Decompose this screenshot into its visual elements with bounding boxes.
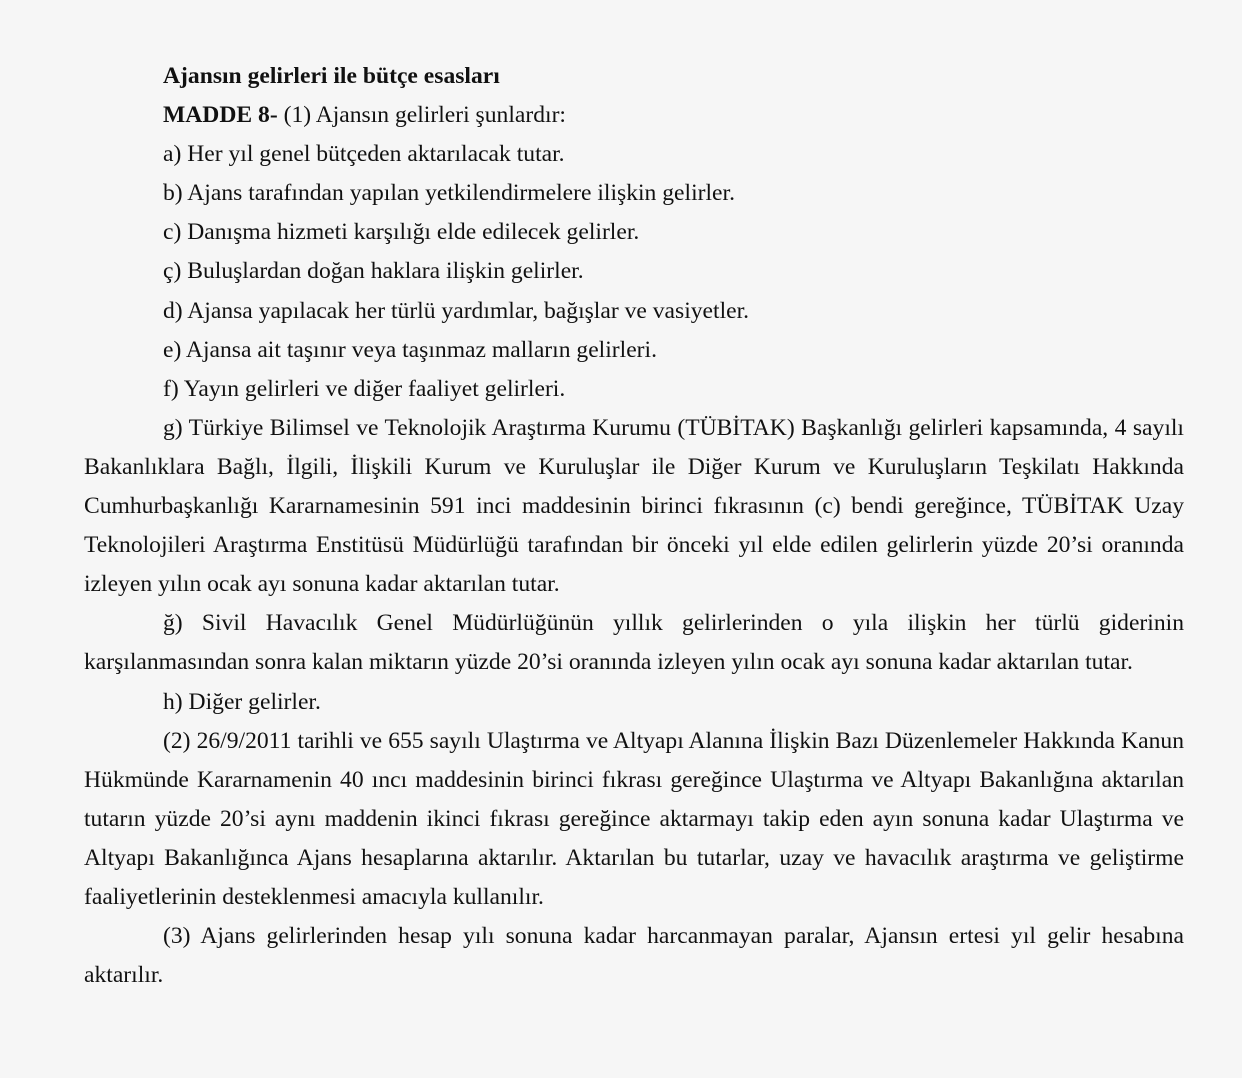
list-item: ğ) Sivil Havacılık Genel Müdürlüğünün yıllık gelirlerinden o yıla ilişkin her türlü giderinin karşılanmasından sonra kalan miktarın yüzde 20’si oranında izleyen yılın ocak ayı sonuna kadar aktarılan tutar. [84,610,1184,676]
section-heading: Ajansın gelirleri ile bütçe esasları [163,63,500,89]
list-item: ç) Buluşlardan doğan haklara ilişkin gelirler. [163,258,584,285]
list-item: d) Ajansa yapılacak her türlü yardımlar, bağışlar ve vasiyetler. [163,297,750,324]
article-intro [84,96,1184,135]
list-item: g) Türkiye Bilimsel ve Teknolojik Araştırma Kurumu (TÜBİTAK) Başkanlığı gelirleri kapsamında, 4 sayılı Bakanlıklara Bağlı, İlgili, İlişkili Kurum ve Kuruluşlar ile Diğer Kurum ve Kuruluşların Teşkilatı Hakkında Cumhurbaşkanlığı Kararnamesinin 591 inci maddesinin birinci fıkrasının (c) bendi gereğince, TÜBİTAK Uzay Teknolojileri Araştırma Enstitüsü Müdürlüğü tarafından bir önceki yıl elde edilen gelirlerin yüzde 20’si oranında izleyen yılın ocak ayı sonuna kadar aktarılan tutar. [84,414,1184,598]
list-item: c) Danışma hizmeti karşılığı elde edilecek gelirler. [163,219,640,246]
article-intro-text: (1) Ajansın gelirleri şunlardır: [277,102,566,129]
list-item: a) Her yıl genel bütçeden aktarılacak tutar. [163,141,565,168]
list-item: f) Yayın gelirleri ve diğer faaliyet gelirleri. [163,375,566,402]
legal-document [84,57,1184,995]
paragraph: (2) 26/9/2011 tarihli ve 655 sayılı Ulaştırma ve Altyapı Alanına İlişkin Bazı Düzenlemeler Hakkında Kanun Hükmünde Kararnamenin 40 ıncı maddesinin birinci fıkrası gereğince Ulaştırma ve Altyapı Bakanlığına aktarılan tutarın yüzde 20’si aynı maddenin ikinci fıkrası gereğince aktarmayı takip eden ayın sonuna kadar Ulaştırma ve Altyapı Bakanlığınca Ajans hesaplarına aktarılır. Aktarılan bu tutarlar, uzay ve havacılık araştırma ve geliştirme faaliyetlerinin desteklenmesi amacıyla kullanılır. [84,727,1184,910]
article-label: MADDE 8- [163,102,278,129]
list-item: b) Ajans tarafından yapılan yetkilendirmelere ilişkin gelirler. [163,180,735,207]
paragraph: (3) Ajans gelirlerinden hesap yılı sonuna kadar harcanmayan paralar, Ajansın ertesi yıl gelir hesabına aktarılır. [84,923,1184,989]
list-item: e) Ajansa ait taşınır veya taşınmaz malların gelirleri. [163,336,657,363]
list-item: h) Diğer gelirler. [163,688,321,715]
